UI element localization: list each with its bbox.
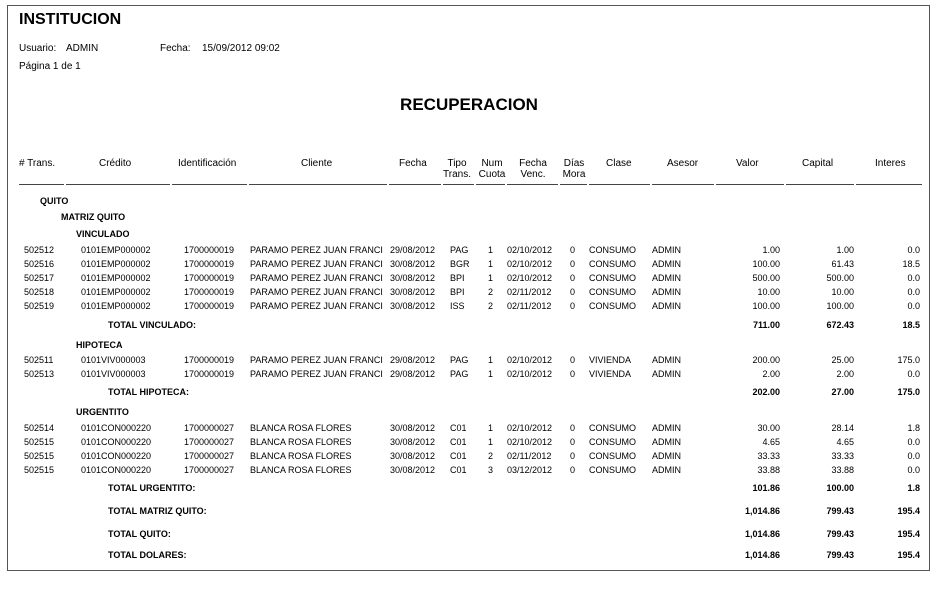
cell-credito: 0101CON000220 — [81, 451, 152, 461]
col-clase: Clase — [606, 158, 632, 169]
cell-asesor: ADMIN — [652, 259, 681, 269]
cell-fecha-venc: 02/11/2012 — [507, 451, 552, 461]
total-valor: 101.86 — [752, 483, 780, 493]
cell-interes: 0.0 — [907, 301, 920, 311]
cell-tipo: BGR — [450, 259, 470, 269]
cell-fecha: 30/08/2012 — [390, 423, 436, 433]
col-tipo-trans: Tipo Trans. — [443, 158, 471, 180]
cell-cuota: 2 — [488, 287, 494, 297]
col-credito: Crédito — [99, 158, 132, 169]
cell-valor: 2.00 — [762, 369, 780, 379]
cell-capital: 4.65 — [836, 437, 854, 447]
cell-interes: 0.0 — [907, 465, 920, 475]
col-dias-mora: Días Mora — [562, 158, 586, 180]
cell-dias-mora: 0 — [570, 301, 576, 311]
cell-valor: 100.00 — [752, 301, 780, 311]
cell-interes: 0.0 — [907, 451, 920, 461]
cell-dias-mora: 0 — [570, 369, 576, 379]
total-interes: 195.4 — [897, 550, 920, 560]
cell-asesor: ADMIN — [652, 451, 681, 461]
total-interes: 175.0 — [897, 387, 920, 397]
cell-clase: CONSUMO — [589, 423, 636, 433]
group-urgentito: URGENTITO — [76, 407, 129, 417]
total-label: TOTAL DOLARES: — [108, 550, 187, 560]
cell-interes: 0.0 — [907, 287, 920, 297]
cell-credito: 0101EMP000002 — [81, 287, 151, 297]
cell-tipo: PAG — [450, 355, 469, 365]
cell-valor: 10.00 — [757, 287, 780, 297]
cell-capital: 10.00 — [831, 287, 854, 297]
cell-identificacion: 1700000019 — [184, 287, 235, 297]
cell-fecha-venc: 02/10/2012 — [507, 259, 553, 269]
cell-interes: 0.0 — [907, 369, 920, 379]
total-label: TOTAL QUITO: — [108, 529, 171, 539]
cell-tipo: BPI — [450, 273, 465, 283]
cell-fecha: 30/08/2012 — [390, 451, 436, 461]
total-label: TOTAL VINCULADO: — [108, 320, 196, 330]
cell-capital: 61.43 — [831, 259, 854, 269]
total-label: TOTAL HIPOTECA: — [108, 387, 189, 397]
cell-interes: 0.0 — [907, 273, 920, 283]
cell-dias-mora: 0 — [570, 423, 576, 433]
cell-clase: CONSUMO — [589, 259, 636, 269]
cell-cuota: 2 — [488, 451, 494, 461]
cell-dias-mora: 0 — [570, 259, 576, 269]
cell-clase: VIVIENDA — [589, 369, 632, 379]
cell-trans: 502513 — [24, 369, 55, 379]
report-title: RECUPERACION — [400, 95, 538, 114]
cell-tipo: C01 — [450, 423, 467, 433]
group-hipoteca: HIPOTECA — [76, 340, 123, 350]
cell-interes: 1.8 — [907, 423, 920, 433]
cell-cuota: 2 — [488, 301, 494, 311]
cell-cliente: BLANCA ROSA FLORES — [250, 465, 352, 475]
cell-fecha: 30/08/2012 — [390, 465, 436, 475]
cell-trans: 502516 — [24, 259, 55, 269]
cell-trans: 502514 — [24, 423, 55, 433]
group-office: MATRIZ QUITO — [61, 212, 126, 222]
cell-tipo: C01 — [450, 437, 467, 447]
cell-fecha-venc: 02/10/2012 — [507, 355, 553, 365]
cell-cuota: 1 — [488, 259, 494, 269]
institution-name: INSTITUCION — [19, 11, 122, 28]
cell-trans: 502511 — [24, 355, 54, 365]
cell-fecha: 29/08/2012 — [390, 369, 436, 379]
total-interes: 1.8 — [907, 483, 920, 493]
total-capital: 799.43 — [826, 529, 854, 539]
cell-interes: 0.0 — [907, 245, 920, 255]
cell-identificacion: 1700000019 — [184, 245, 235, 255]
cell-asesor: ADMIN — [652, 287, 681, 297]
cell-fecha: 29/08/2012 — [390, 355, 436, 365]
cell-fecha-venc: 02/11/2012 — [507, 301, 552, 311]
cell-fecha: 29/08/2012 — [390, 245, 436, 255]
cell-fecha-venc: 02/10/2012 — [507, 273, 553, 283]
cell-asesor: ADMIN — [652, 423, 681, 433]
cell-asesor: ADMIN — [652, 369, 681, 379]
col-identificacion: Identificación — [178, 158, 237, 169]
cell-asesor: ADMIN — [652, 355, 681, 365]
col-capital: Capital — [802, 158, 834, 169]
cell-cliente: PARAMO PEREZ JUAN FRANCI — [250, 259, 383, 269]
cell-trans: 502519 — [24, 301, 55, 311]
group-vinculado: VINCULADO — [76, 229, 130, 239]
cell-tipo: C01 — [450, 451, 467, 461]
cell-credito: 0101CON000220 — [81, 423, 152, 433]
cell-cliente: BLANCA ROSA FLORES — [250, 437, 352, 447]
cell-asesor: ADMIN — [652, 301, 681, 311]
cell-tipo: BPI — [450, 287, 465, 297]
cell-credito: 0101EMP000002 — [81, 245, 151, 255]
cell-capital: 25.00 — [831, 355, 854, 365]
total-valor: 1,014.86 — [744, 506, 780, 516]
cell-trans: 502518 — [24, 287, 55, 297]
cell-credito: 0101EMP000002 — [81, 301, 151, 311]
cell-cuota: 1 — [488, 245, 494, 255]
cell-trans: 502515 — [24, 437, 55, 447]
cell-tipo: PAG — [450, 245, 469, 255]
cell-cliente: BLANCA ROSA FLORES — [250, 451, 352, 461]
cell-capital: 100.00 — [826, 301, 854, 311]
cell-fecha-venc: 02/11/2012 — [507, 287, 552, 297]
total-capital: 672.43 — [826, 320, 854, 330]
cell-identificacion: 1700000019 — [184, 369, 235, 379]
cell-identificacion: 1700000019 — [184, 355, 235, 365]
cell-dias-mora: 0 — [570, 245, 576, 255]
fecha-value: 15/09/2012 09:02 — [202, 43, 280, 54]
cell-dias-mora: 0 — [570, 437, 576, 447]
cell-asesor: ADMIN — [652, 437, 681, 447]
cell-dias-mora: 0 — [570, 273, 576, 283]
cell-fecha: 30/08/2012 — [390, 301, 436, 311]
usuario-value: ADMIN — [66, 43, 99, 54]
cell-dias-mora: 0 — [570, 451, 576, 461]
cell-valor: 33.88 — [757, 465, 780, 475]
cell-interes: 18.5 — [902, 259, 920, 269]
cell-valor: 33.33 — [757, 451, 780, 461]
cell-capital: 2.00 — [836, 369, 854, 379]
cell-trans: 502512 — [24, 245, 55, 255]
cell-identificacion: 1700000027 — [184, 423, 235, 433]
cell-valor: 4.65 — [762, 437, 780, 447]
total-capital: 799.43 — [826, 550, 854, 560]
cell-fecha: 30/08/2012 — [390, 273, 436, 283]
cell-tipo: PAG — [450, 369, 469, 379]
total-capital: 27.00 — [831, 387, 854, 397]
cell-asesor: ADMIN — [652, 245, 681, 255]
cell-fecha-venc: 03/12/2012 — [507, 465, 553, 475]
cell-dias-mora: 0 — [570, 465, 576, 475]
cell-cliente: PARAMO PEREZ JUAN FRANCI — [250, 369, 383, 379]
cell-tipo: C01 — [450, 465, 467, 475]
cell-clase: VIVIENDA — [589, 355, 632, 365]
cell-identificacion: 1700000027 — [184, 437, 235, 447]
cell-cliente: PARAMO PEREZ JUAN FRANCI — [250, 355, 383, 365]
cell-cuota: 1 — [488, 369, 494, 379]
page-indicator: Página 1 de 1 — [19, 61, 81, 72]
cell-valor: 200.00 — [752, 355, 780, 365]
cell-trans: 502515 — [24, 451, 55, 461]
total-interes: 195.4 — [897, 506, 920, 516]
cell-credito: 0101VIV000003 — [81, 369, 146, 379]
cell-capital: 500.00 — [826, 273, 854, 283]
total-interes: 18.5 — [902, 320, 920, 330]
cell-fecha-venc: 02/10/2012 — [507, 437, 553, 447]
cell-identificacion: 1700000027 — [184, 465, 235, 475]
cell-credito: 0101EMP000002 — [81, 273, 151, 283]
total-label: TOTAL URGENTITO: — [108, 483, 196, 493]
cell-fecha: 30/08/2012 — [390, 437, 436, 447]
col-asesor: Asesor — [667, 158, 699, 169]
cell-dias-mora: 0 — [570, 355, 576, 365]
total-valor: 1,014.86 — [744, 550, 780, 560]
total-label: TOTAL MATRIZ QUITO: — [108, 506, 207, 516]
cell-valor: 30.00 — [757, 423, 780, 433]
cell-dias-mora: 0 — [570, 287, 576, 297]
col-cliente: Cliente — [301, 158, 333, 169]
col-fecha-venc: Fecha Venc. — [519, 158, 547, 180]
col-interes: Interes — [875, 158, 906, 169]
cell-clase: CONSUMO — [589, 245, 636, 255]
cell-fecha: 30/08/2012 — [390, 259, 436, 269]
cell-clase: CONSUMO — [589, 451, 636, 461]
cell-identificacion: 1700000019 — [184, 273, 235, 283]
cell-cliente: PARAMO PEREZ JUAN FRANCI — [250, 273, 383, 283]
cell-capital: 33.88 — [831, 465, 854, 475]
cell-asesor: ADMIN — [652, 273, 681, 283]
cell-interes: 175.0 — [897, 355, 920, 365]
cell-credito: 0101CON000220 — [81, 437, 152, 447]
cell-identificacion: 1700000019 — [184, 259, 235, 269]
col-fecha: Fecha — [399, 158, 427, 169]
total-valor: 711.00 — [752, 320, 780, 330]
usuario-label: Usuario: — [19, 43, 57, 54]
cell-tipo: ISS — [450, 301, 465, 311]
cell-fecha-venc: 02/10/2012 — [507, 369, 553, 379]
cell-valor: 1.00 — [762, 245, 780, 255]
cell-identificacion: 1700000027 — [184, 451, 235, 461]
cell-interes: 0.0 — [907, 437, 920, 447]
total-capital: 100.00 — [826, 483, 854, 493]
cell-clase: CONSUMO — [589, 437, 636, 447]
cell-credito: 0101CON000220 — [81, 465, 152, 475]
cell-capital: 28.14 — [831, 423, 854, 433]
col-num-cuota: Num Cuota — [478, 158, 506, 180]
cell-capital: 1.00 — [836, 245, 854, 255]
group-city: QUITO — [40, 196, 69, 206]
cell-credito: 0101VIV000003 — [81, 355, 146, 365]
total-capital: 799.43 — [826, 506, 854, 516]
cell-trans: 502515 — [24, 465, 55, 475]
cell-trans: 502517 — [24, 273, 55, 283]
total-interes: 195.4 — [897, 529, 920, 539]
cell-clase: CONSUMO — [589, 301, 636, 311]
fecha-label: Fecha: — [160, 43, 191, 54]
cell-cuota: 1 — [488, 437, 494, 447]
cell-capital: 33.33 — [831, 451, 854, 461]
cell-cuota: 3 — [488, 465, 494, 475]
cell-cliente: PARAMO PEREZ JUAN FRANCI — [250, 301, 383, 311]
cell-valor: 100.00 — [752, 259, 780, 269]
cell-fecha-venc: 02/10/2012 — [507, 423, 553, 433]
cell-cuota: 1 — [488, 423, 494, 433]
cell-asesor: ADMIN — [652, 465, 681, 475]
cell-cliente: PARAMO PEREZ JUAN FRANCI — [250, 245, 383, 255]
cell-cliente: PARAMO PEREZ JUAN FRANCI — [250, 287, 383, 297]
cell-fecha: 30/08/2012 — [390, 287, 436, 297]
cell-clase: CONSUMO — [589, 273, 636, 283]
cell-credito: 0101EMP000002 — [81, 259, 151, 269]
total-valor: 1,014.86 — [744, 529, 780, 539]
cell-clase: CONSUMO — [589, 287, 636, 297]
cell-identificacion: 1700000019 — [184, 301, 235, 311]
cell-valor: 500.00 — [752, 273, 780, 283]
cell-fecha-venc: 02/10/2012 — [507, 245, 553, 255]
col-trans: # Trans. — [19, 158, 56, 169]
col-valor: Valor — [736, 158, 759, 169]
cell-cuota: 1 — [488, 273, 494, 283]
total-valor: 202.00 — [752, 387, 780, 397]
cell-cuota: 1 — [488, 355, 494, 365]
cell-cliente: BLANCA ROSA FLORES — [250, 423, 352, 433]
cell-clase: CONSUMO — [589, 465, 636, 475]
